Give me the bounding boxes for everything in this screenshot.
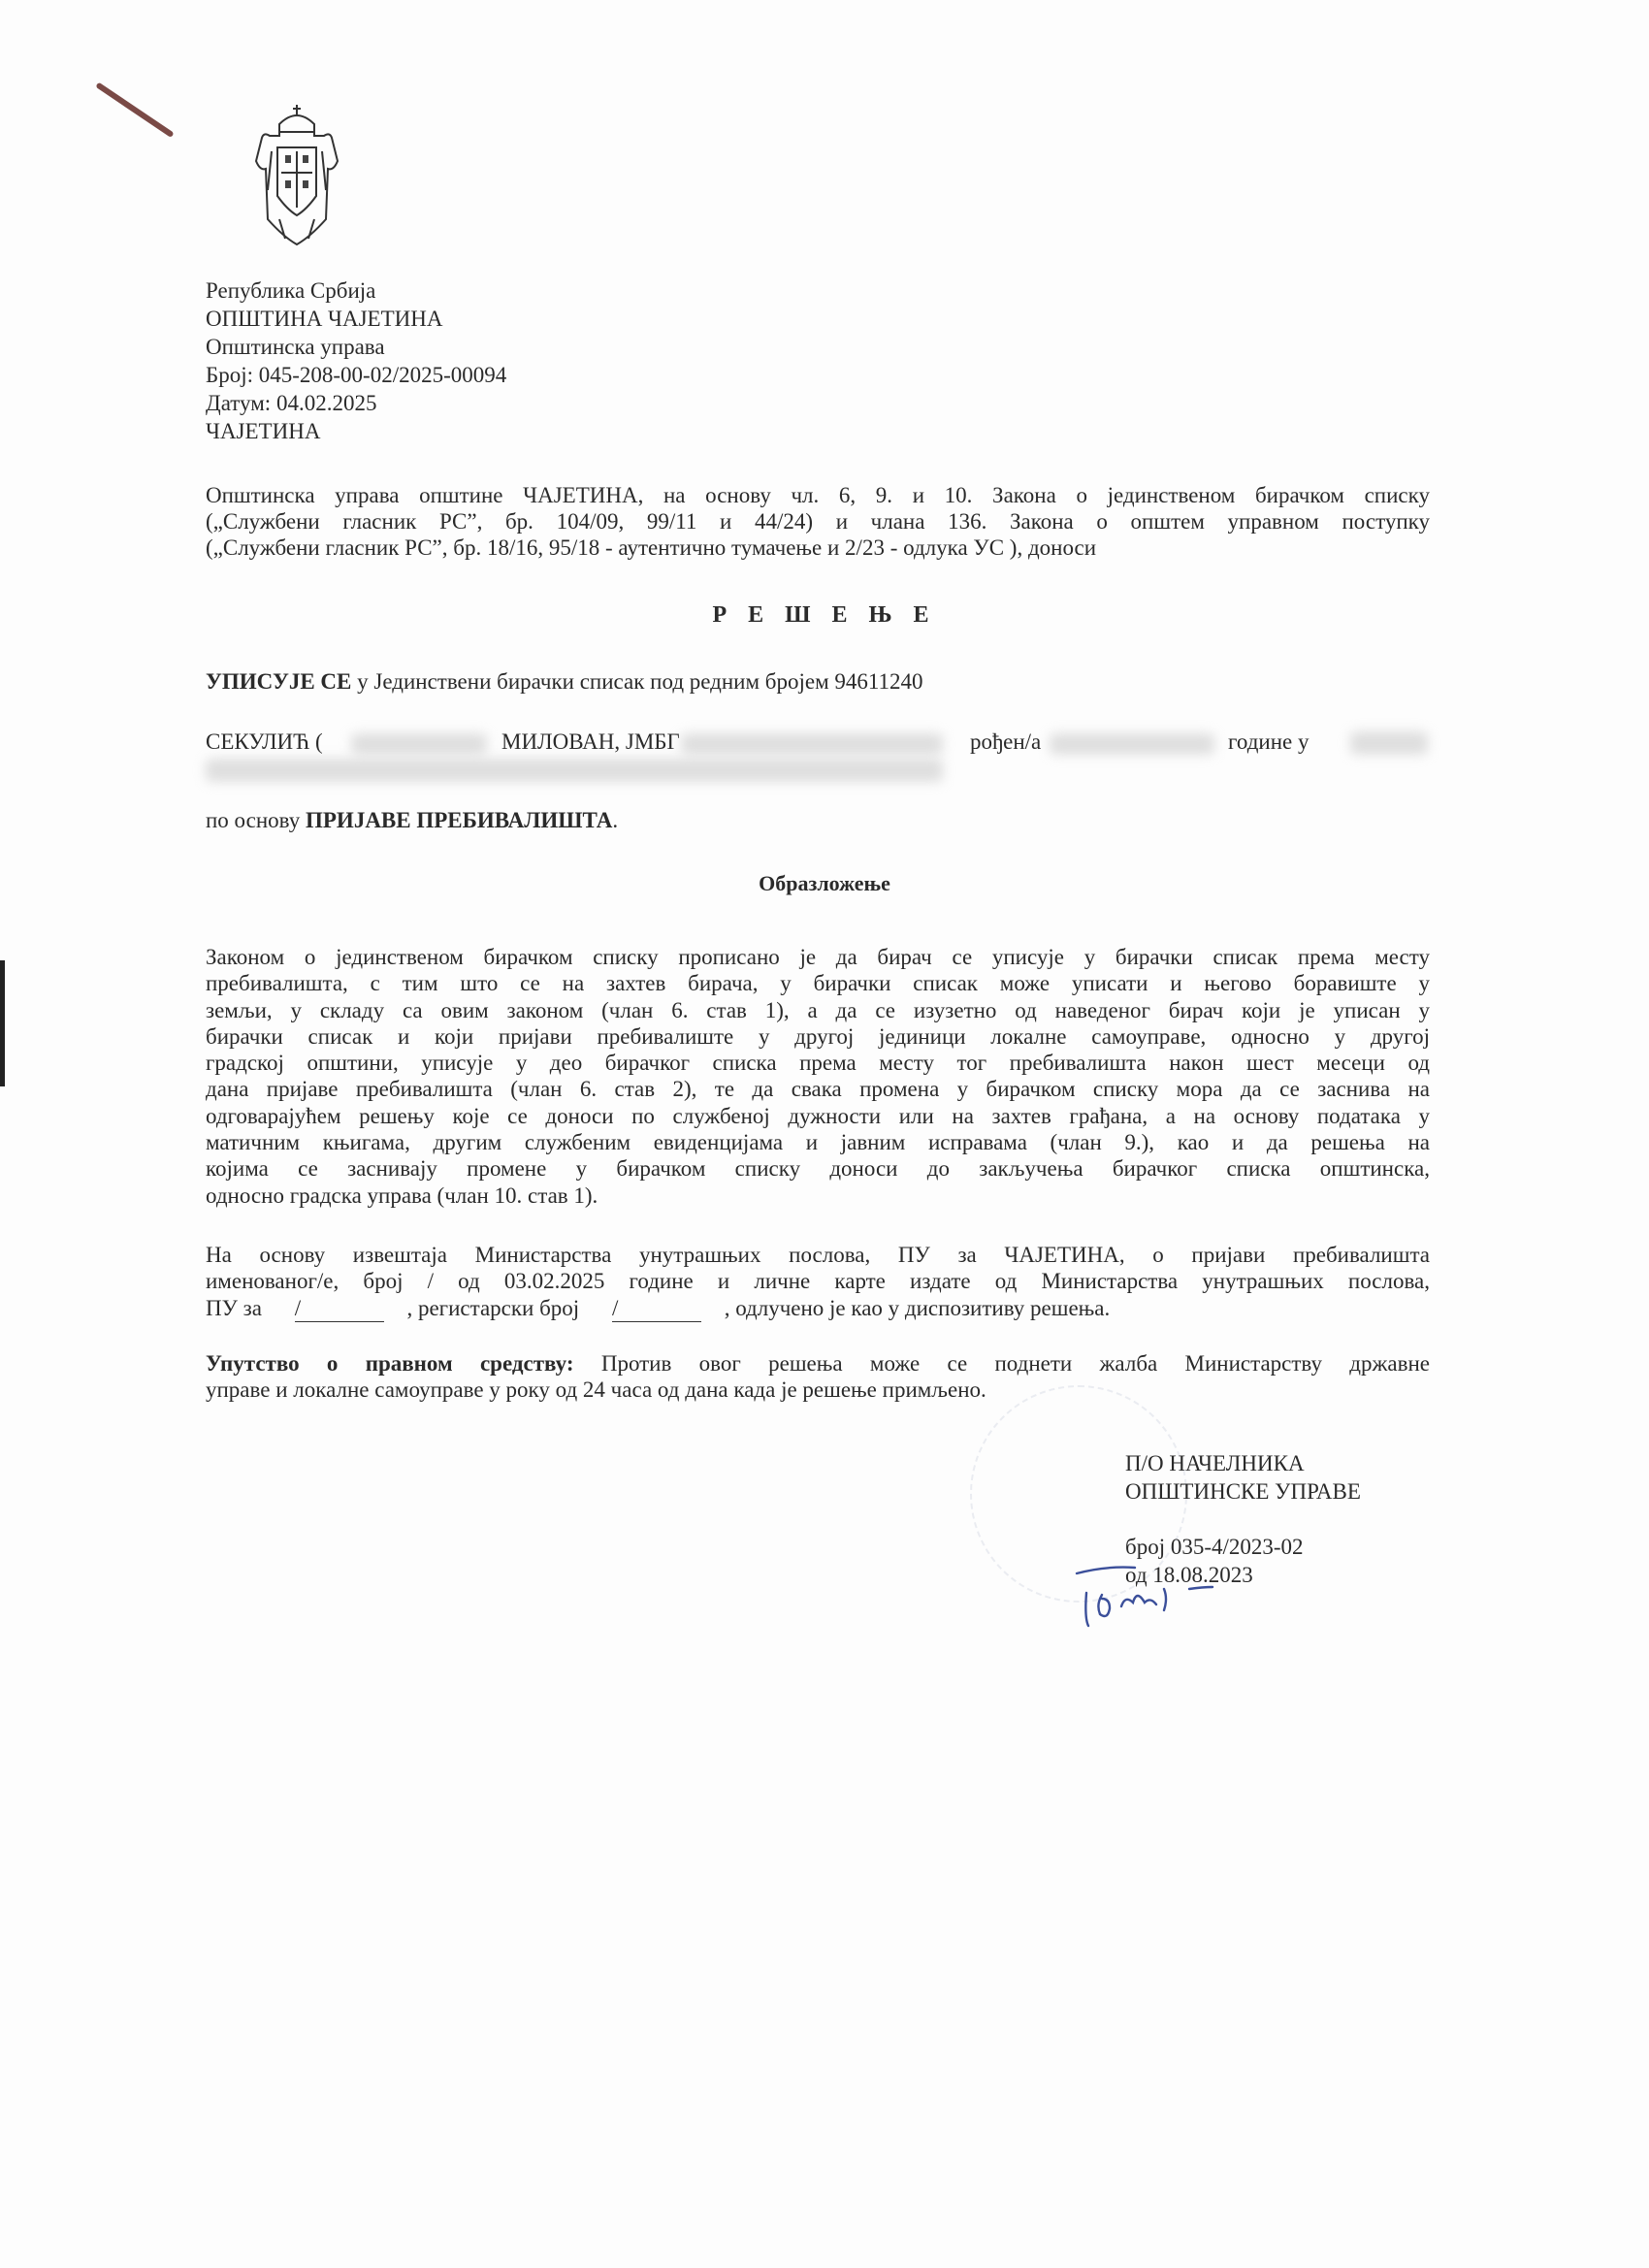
intro-line: („Службени гласник РС”, бр. 104/09, 99/11 и 44/24) и члана 136. Закона о општем управном поступку (206, 509, 1430, 534)
intro-line: („Службени гласник РС”, бр. 18/16, 95/18 - аутентично тумачење и 2/23 - одлука УС ), доноси (206, 535, 1097, 560)
handwritten-signature (1067, 1560, 1310, 1637)
reasoning-paragraph (206, 944, 1430, 1209)
blank-field: / (612, 1295, 701, 1322)
intro-paragraph (206, 482, 1430, 561)
remedy-line (206, 1350, 1430, 1377)
reasoning-title: Образложење (759, 871, 890, 895)
document-number: Број: 045-208-00-02/2025-00094 (206, 363, 507, 387)
remedy-line: управе и локалне самоуправе у року од 24 часа од дана када је решење примљено. (206, 1377, 986, 1403)
reasoning-line: којима се заснивају промене у бирачком списку доноси до закључења бирачког списка општинска, (206, 1156, 1430, 1182)
basis-statement (206, 808, 618, 833)
remedy-text: Против овог решења може се поднети жалба Министарству државне (573, 1351, 1430, 1376)
person-first-name: МИЛОВАН, ЈМБГ (501, 729, 680, 754)
basis-text: по основу (206, 808, 306, 832)
basis-bold: ПРИЈАВЕ ПРЕБИВАЛИШТА (305, 808, 613, 832)
redacted-area (351, 733, 487, 755)
report-line (206, 1295, 1430, 1322)
signer-title: П/О НАЧЕЛНИКА (1125, 1451, 1305, 1475)
signer-department: ОПШТИНСКЕ УПРАВЕ (1125, 1479, 1361, 1504)
authorization-number: број 035-4/2023-02 (1125, 1535, 1304, 1559)
person-surname: СЕКУЛИЋ ( (206, 729, 323, 754)
enroll-statement (206, 669, 923, 695)
person-details (206, 729, 1430, 790)
redacted-area (681, 733, 943, 755)
person-year-label: године у (1228, 729, 1310, 754)
reasoning-line: пребивалишта, с тим што се на захтев бирача, у бирачки списак може уписати и његово боравиште у (206, 971, 1430, 996)
remedy-bold: Упутство о правном средству: (206, 1351, 574, 1376)
republic-name: Република Србија (206, 278, 376, 303)
report-line: На основу извештаја Министарства унутрашњих послова, ПУ за ЧАЈЕТИНА, о пријави пребивалишта (206, 1243, 1430, 1267)
redacted-area (1050, 733, 1214, 755)
intro-line: Општинска управа општине ЧАЈЕТИНА, на основу чл. 6, 9. и 10. Закона о јединственом бирачком списку (206, 483, 1430, 507)
reasoning-line: матичним књигама, другим службеним евиденцијама и јавним исправама (члан 9.), као и да решења на (206, 1130, 1430, 1155)
enroll-text: у Јединствени бирачки списак под редним бројем 94611240 (351, 669, 923, 694)
report-paragraph (206, 1242, 1430, 1322)
coat-of-arms-icon (250, 103, 343, 248)
person-born-label: рођен/а (970, 729, 1042, 754)
decision-title: Р Е Ш Е Њ Е (712, 602, 937, 628)
redacted-area (1350, 731, 1428, 755)
municipality-name: ОПШТИНА ЧАЈЕТИНА (206, 307, 443, 331)
blank-field: / (295, 1295, 384, 1322)
reasoning-line: Законом о јединственом бирачком списку прописано је да бирач се уписује у бирачки списак према месту (206, 945, 1430, 969)
redacted-area (206, 759, 943, 782)
reasoning-line: земљи, у складу са овим законом (члан 6. став 1), а да се изузетно од наведеног бирач који је уписан у (206, 997, 1430, 1022)
report-text: , одлучено је као у диспозитиву решења. (724, 1295, 1111, 1320)
authorization-date: од 18.08.2023 (1125, 1563, 1253, 1587)
reasoning-line: бирачки списак и који пријави пребивалиште у другој јединици локалне самоуправе, односно у другој (206, 1023, 1430, 1049)
reasoning-line: градској општини, уписује у део бирачког списка према месту тог пребивалишта након шест месеци од (206, 1051, 1430, 1076)
report-text: , регистарски број (406, 1295, 580, 1320)
basis-end: . (612, 808, 619, 832)
enroll-bold: УПИСУЈЕ СЕ (206, 669, 352, 694)
scan-edge-mark (0, 960, 5, 1086)
remedy-paragraph (206, 1350, 1430, 1404)
document-city: ЧАЈЕТИНА (206, 419, 321, 443)
document-date: Датум: 04.02.2025 (206, 391, 377, 415)
report-text: ПУ за (206, 1295, 262, 1320)
reasoning-line: дана пријаве пребивалишта (члан 6. став 2), те да свака промена у бирачком списку мора да се заснива на (206, 1077, 1430, 1102)
reasoning-line: односно градска управа (члан 10. став 1). (206, 1183, 598, 1208)
administration-name: Општинска управа (206, 335, 385, 359)
report-line: именованог/е, број / од 03.02.2025 године и личне карте издате од Министарства унутрашњих послова, (206, 1269, 1430, 1294)
letterhead (206, 276, 506, 445)
staple-mark (95, 82, 174, 139)
reasoning-line: одговарајућем решењу које се доноси по службеној дужности или на захтев грађана, а на основу података у (206, 1103, 1430, 1128)
